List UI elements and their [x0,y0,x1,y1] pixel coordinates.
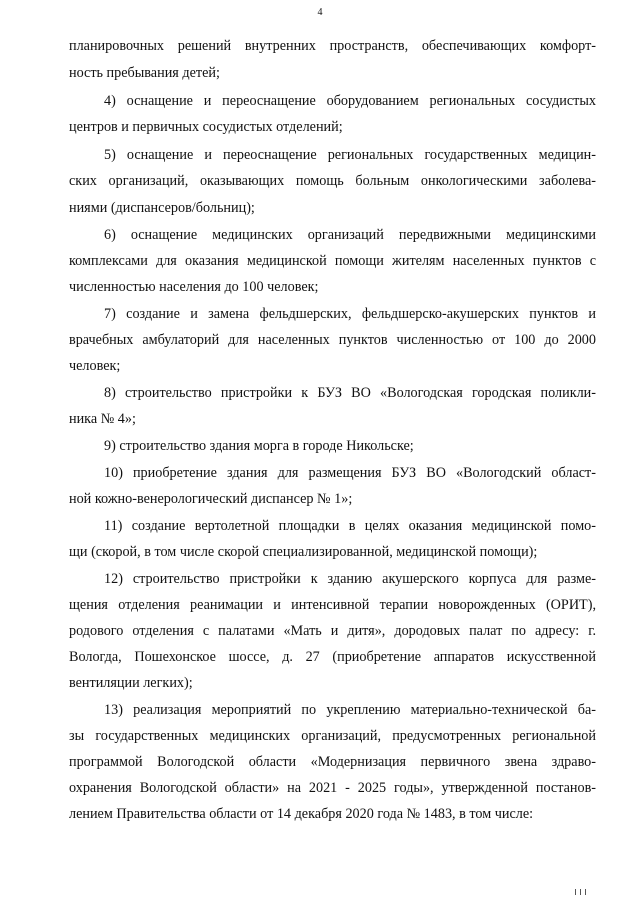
text-line: вентиляции легких); [69,675,193,691]
text-line: Вологда, Пошехонское шоссе, д. 27 (приобретение аппаратов искусственной [69,649,596,665]
text-line: ность пребывания детей; [69,65,220,81]
text-line: комплексами для оказания медицинской помощи жителям населенных пунктов с [69,253,596,269]
paragraph-10-first-line: 10) приобретение здания для размещения БУЗ ВО «Вологодский област- [104,465,596,481]
text-line: щи (скорой, в том числе скорой специализированной, медицинской помощи); [69,544,538,560]
paragraph-6-first-line: 6) оснащение медицинских организаций передвижными медицинскими [104,227,596,243]
text-line: ниями (диспансеров/больниц); [69,200,255,216]
text-line: планировочных решений внутренних пространств, обеспечивающих комфорт- [69,38,596,54]
paragraph-7-first-line: 7) создание и замена фельдшерских, фельдшерско-акушерских пунктов и [104,306,596,322]
text-line: ника № 4»; [69,411,136,427]
page-number: 4 [317,7,323,18]
paragraph-11-first-line: 11) создание вертолетной площадки в целях оказания медицинской помо- [104,518,596,534]
footer-scan-marks [574,888,588,898]
text-line: охранения Вологодской области» на 2021 - 2025 годы», утвержденной постанов- [69,780,596,796]
text-line: родового отделения с палатами «Мать и дитя», дородовых палат по адресу: г. [69,623,596,639]
paragraph-13-first-line: 13) реализация мероприятий по укреплению материально-технической ба- [104,702,596,718]
text-line: ной кожно-венерологический диспансер № 1»; [69,491,353,507]
text-line: ских организаций, оказывающих помощь больным онкологическими заболева- [69,173,596,189]
text-line: центров и первичных сосудистых отделений; [69,119,343,135]
text-line: зы государственных медицинских организаций, предусмотренных региональной [69,728,596,744]
text-line: человек; [69,358,121,374]
paragraph-8-first-line: 8) строительство пристройки к БУЗ ВО «Вологодская городская поликли- [104,385,596,401]
paragraph-9-line: 9) строительство здания морга в городе Никольске; [104,438,414,454]
text-line: врачебных амбулаторий для населенных пунктов численностью от 100 до 2000 [69,332,596,348]
text-line: лением Правительства области от 14 декабря 2020 года № 1483, в том числе: [69,806,534,822]
text-line: численностью населения до 100 человек; [69,279,319,295]
scan-tick-marks-icon [574,888,588,896]
paragraph-4-first-line: 4) оснащение и переоснащение оборудованием региональных сосудистых [104,93,596,109]
paragraph-12-first-line: 12) строительство пристройки к зданию акушерского корпуса для разме- [104,571,596,587]
text-line: щения отделения реанимации и интенсивной терапии новорожденных (ОРИТ), [69,597,596,613]
text-line: программой Вологодской области «Модернизация первичного звена здраво- [69,754,596,770]
paragraph-5-first-line: 5) оснащение и переоснащение региональных государственных медицин- [104,147,596,163]
